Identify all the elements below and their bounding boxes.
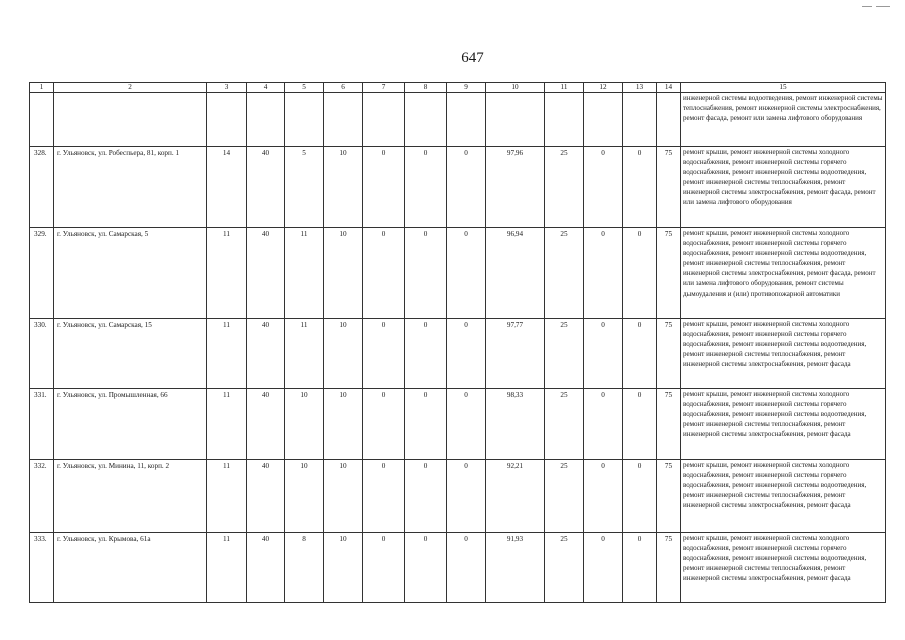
value-cell: 8 — [285, 533, 324, 603]
value-cell: 10 — [324, 389, 363, 460]
row-number: 333. — [30, 533, 54, 603]
address-cell: г. Ульяновск, ул. Самарская, 15 — [54, 319, 207, 389]
value-cell: 10 — [324, 228, 363, 319]
table-row — [30, 228, 886, 319]
column-number: 7 — [363, 83, 405, 93]
value-cell: 0 — [623, 389, 657, 460]
row-number: 330. — [30, 319, 54, 389]
value-cell: 25 — [545, 228, 584, 319]
value-cell: 25 — [545, 147, 584, 228]
value-cell: 10 — [285, 460, 324, 533]
column-number: 12 — [584, 83, 623, 93]
value-cell: 0 — [584, 228, 623, 319]
value-cell: 75 — [657, 389, 681, 460]
value-cell: 0 — [405, 460, 447, 533]
page-number: 647 — [461, 50, 484, 66]
value-cell: 0 — [623, 533, 657, 603]
value-cell: 0 — [405, 228, 447, 319]
value-cell: 97,96 — [486, 147, 545, 228]
value-cell: 10 — [285, 389, 324, 460]
continuation-row — [30, 93, 886, 147]
value-cell: 25 — [545, 533, 584, 603]
works-cell: ремонт крыши, ремонт инженерной системы холодного водоснабжения, ремонт инженерной системы горячего водоснабжения, ремонт инженерной системы водоотведения, ремонт инженерной системы теплоснабжения, ремонт инженерной системы электроснабжения, ремонт фасада — [681, 389, 886, 460]
column-number: 4 — [247, 83, 285, 93]
value-cell: 0 — [623, 147, 657, 228]
works-cell: инженерной системы водоотведения, ремонт инженерной системы теплоснабжения, ремонт инженерной системы электроснабжения, ремонт фасада, ремонт или замена лифтового оборудования — [681, 93, 886, 147]
value-cell: 11 — [207, 533, 247, 603]
works-cell: ремонт крыши, ремонт инженерной системы холодного водоснабжения, ремонт инженерной системы горячего водоснабжения, ремонт инженерной системы водоотведения, ремонт инженерной системы теплоснабжения, ремонт инженерной системы электроснабжения, ремонт фасада, ремонт или замена лифтового оборудования, ремонт системы дымоудаления и (или) противопожарной автоматики — [681, 228, 886, 319]
column-number: 2 — [54, 83, 207, 93]
column-number: 14 — [657, 83, 681, 93]
value-cell: 40 — [247, 389, 285, 460]
value-cell: 0 — [447, 228, 486, 319]
column-number: 9 — [447, 83, 486, 93]
repair-table — [29, 82, 886, 603]
column-number: 15 — [681, 83, 886, 93]
value-cell: 0 — [584, 147, 623, 228]
value-cell: 75 — [657, 533, 681, 603]
value-cell: 0 — [447, 533, 486, 603]
row-number: 331. — [30, 389, 54, 460]
value-cell: 75 — [657, 460, 681, 533]
column-number: 11 — [545, 83, 584, 93]
column-number: 13 — [623, 83, 657, 93]
value-cell: 0 — [584, 389, 623, 460]
value-cell: 0 — [584, 319, 623, 389]
value-cell: 40 — [247, 228, 285, 319]
address-cell: г. Ульяновск, ул. Крымова, 61а — [54, 533, 207, 603]
value-cell: 0 — [623, 319, 657, 389]
works-cell: ремонт крыши, ремонт инженерной системы холодного водоснабжения, ремонт инженерной системы горячего водоснабжения, ремонт инженерной системы водоотведения, ремонт инженерной системы теплоснабжения, ремонт инженерной системы электроснабжения, ремонт фасада — [681, 460, 886, 533]
address-cell: г. Ульяновск, ул. Самарская, 5 — [54, 228, 207, 319]
value-cell: 0 — [363, 147, 405, 228]
row-number: 328. — [30, 147, 54, 228]
value-cell: 97,77 — [486, 319, 545, 389]
value-cell: 40 — [247, 147, 285, 228]
value-cell: 75 — [657, 228, 681, 319]
table-row — [30, 533, 886, 603]
column-number-row — [30, 83, 886, 93]
table-row — [30, 460, 886, 533]
value-cell: 10 — [324, 533, 363, 603]
scan-artifact — [876, 6, 890, 7]
table-row — [30, 389, 886, 460]
value-cell: 0 — [405, 389, 447, 460]
value-cell: 11 — [285, 228, 324, 319]
value-cell: 40 — [247, 533, 285, 603]
value-cell: 25 — [545, 460, 584, 533]
value-cell: 0 — [447, 460, 486, 533]
works-cell: ремонт крыши, ремонт инженерной системы холодного водоснабжения, ремонт инженерной системы горячего водоснабжения, ремонт инженерной системы водоотведения, ремонт инженерной системы теплоснабжения, ремонт инженерной системы электроснабжения, ремонт фасада — [681, 319, 886, 389]
value-cell: 0 — [447, 319, 486, 389]
value-cell: 25 — [545, 319, 584, 389]
value-cell: 11 — [207, 460, 247, 533]
works-cell: ремонт крыши, ремонт инженерной системы холодного водоснабжения, ремонт инженерной системы горячего водоснабжения, ремонт инженерной системы водоотведения, ремонт инженерной системы теплоснабжения, ремонт инженерной системы электроснабжения, ремонт фасада — [681, 533, 886, 603]
table-row — [30, 319, 886, 389]
column-number: 8 — [405, 83, 447, 93]
column-number: 10 — [486, 83, 545, 93]
value-cell: 92,21 — [486, 460, 545, 533]
value-cell: 10 — [324, 319, 363, 389]
column-number: 3 — [207, 83, 247, 93]
value-cell: 0 — [405, 319, 447, 389]
scan-artifact — [862, 6, 872, 7]
value-cell: 11 — [207, 389, 247, 460]
value-cell: 0 — [405, 147, 447, 228]
value-cell: 5 — [285, 147, 324, 228]
address-cell: г. Ульяновск, ул. Робеспьера, 81, корп. 1 — [54, 147, 207, 228]
value-cell: 0 — [363, 319, 405, 389]
address-cell: г. Ульяновск, ул. Минина, 11, корп. 2 — [54, 460, 207, 533]
value-cell: 0 — [405, 533, 447, 603]
value-cell: 0 — [584, 460, 623, 533]
value-cell: 0 — [623, 228, 657, 319]
row-number: 329. — [30, 228, 54, 319]
table-row — [30, 147, 886, 228]
value-cell: 11 — [285, 319, 324, 389]
value-cell: 40 — [247, 460, 285, 533]
value-cell: 0 — [363, 533, 405, 603]
row-number: 332. — [30, 460, 54, 533]
value-cell: 10 — [324, 460, 363, 533]
value-cell: 0 — [447, 389, 486, 460]
address-cell: г. Ульяновск, ул. Промышленная, 66 — [54, 389, 207, 460]
value-cell: 75 — [657, 147, 681, 228]
value-cell: 98,33 — [486, 389, 545, 460]
value-cell: 40 — [247, 319, 285, 389]
column-number: 6 — [324, 83, 363, 93]
value-cell: 11 — [207, 228, 247, 319]
value-cell: 0 — [447, 147, 486, 228]
value-cell: 14 — [207, 147, 247, 228]
value-cell: 0 — [623, 460, 657, 533]
value-cell: 0 — [363, 460, 405, 533]
value-cell: 10 — [324, 147, 363, 228]
value-cell: 91,93 — [486, 533, 545, 603]
value-cell: 0 — [363, 228, 405, 319]
value-cell: 96,94 — [486, 228, 545, 319]
column-number: 5 — [285, 83, 324, 93]
value-cell: 25 — [545, 389, 584, 460]
value-cell: 75 — [657, 319, 681, 389]
value-cell: 0 — [584, 533, 623, 603]
value-cell: 11 — [207, 319, 247, 389]
works-cell: ремонт крыши, ремонт инженерной системы холодного водоснабжения, ремонт инженерной системы горячего водоснабжения, ремонт инженерной системы водоотведения, ремонт инженерной системы теплоснабжения, ремонт инженерной системы электроснабжения, ремонт фасада, ремонт или замена лифтового оборудования — [681, 147, 886, 228]
column-number: 1 — [30, 83, 54, 93]
value-cell: 0 — [363, 389, 405, 460]
